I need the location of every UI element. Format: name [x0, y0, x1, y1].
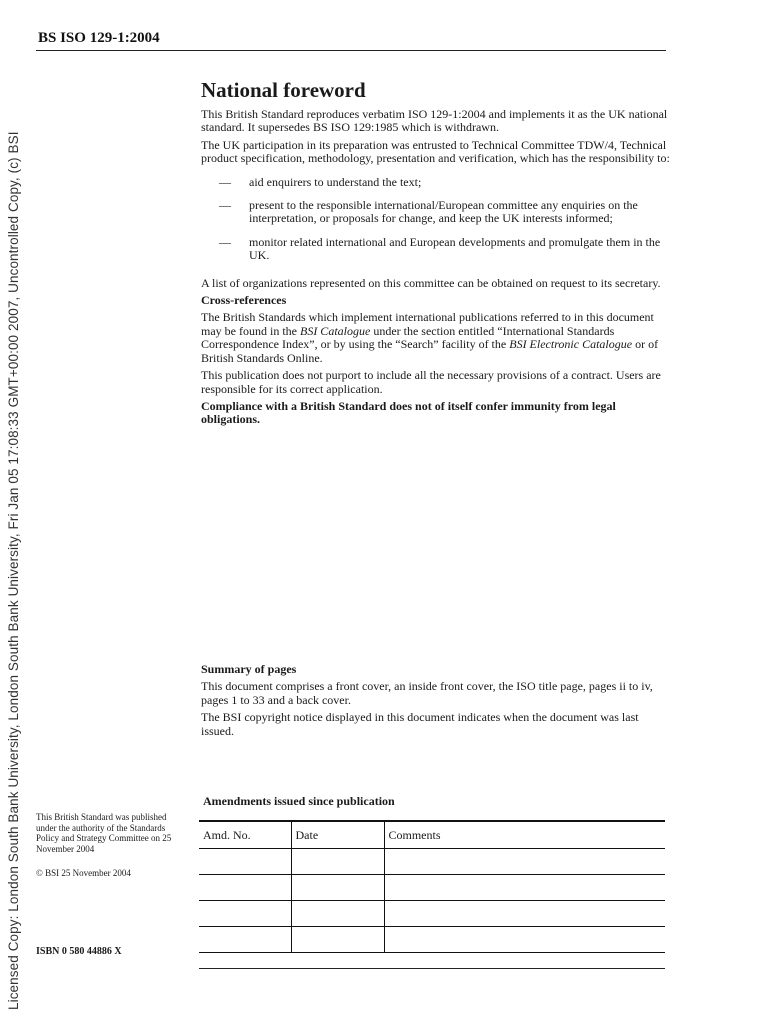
table-cell: [199, 875, 291, 901]
organizations-paragraph: A list of organizations represented on this committee can be obtained on request to its secretary.: [201, 275, 661, 290]
table-cell: [384, 875, 665, 901]
table-header-row: [199, 821, 665, 849]
table-cell: [291, 875, 384, 901]
publication-authority-note: This British Standard was published under the authority of the Standards Policy and Strategy Committee on 25 November 2004: [36, 812, 172, 854]
table-row: [199, 875, 665, 901]
document-code: BS ISO 129-1:2004: [38, 30, 160, 46]
list-item-text: aid enquirers to understand the text;: [249, 174, 422, 189]
bsi-catalogue-title: BSI Catalogue: [299, 323, 371, 338]
amendments-title: Amendments issued since publication: [203, 794, 395, 808]
footer-rule: [199, 968, 665, 969]
table-cell: [384, 927, 665, 953]
cross-ref-text: The British Standards which implement international publications referred to in this document may be found in the: [201, 310, 654, 338]
intro-paragraph-2: The UK participation in its preparation was entrusted to Technical Committee TDW/4, Technical product specification, methodology, presentation and verification, which has the responsibility to:: [201, 137, 670, 166]
cross-references-heading: Cross-references: [201, 293, 287, 308]
provisions-paragraph: This publication does not purport to include all the necessary provisions of a contract. Users are responsible for its correct application.: [201, 368, 661, 396]
summary-heading: Summary of pages: [201, 662, 297, 676]
column-header-amd-no: Amd. No.: [199, 821, 291, 849]
table-cell: [199, 849, 291, 875]
summary-paragraph-1: This document comprises a front cover, an inside front cover, the ISO title page, pages ii to iv, pages 1 to 33 and a back cover.: [201, 679, 653, 707]
dash-marker: —: [219, 174, 231, 189]
license-watermark: Licensed Copy: London South Bank University, London South Bank University, Fri Jan 05 17:08:33 GMT+00:00 2007, Uncontrolled Copy, (c) BSI: [6, 131, 21, 1010]
compliance-statement: Compliance with a British Standard does not of itself confer immunity from legal obligations.: [201, 398, 616, 427]
table-cell: [199, 927, 291, 953]
summary-section: [201, 663, 671, 742]
cross-references-paragraph: [201, 311, 671, 365]
list-item-text: present to the responsible international/European committee any enquiries on the interpretation, or proposals for change, and keep the UK interests informed;: [249, 198, 638, 226]
summary-paragraph-2: The BSI copyright notice displayed in this document indicates when the document was last issued.: [201, 710, 639, 738]
page-title: National foreword: [201, 78, 366, 102]
copyright-note: © BSI 25 November 2004: [36, 868, 131, 878]
amendments-table: [199, 820, 665, 953]
responsibility-list: [201, 176, 671, 263]
table-cell: [291, 927, 384, 953]
header-rule: [36, 50, 666, 51]
column-header-comments: Comments: [384, 821, 665, 849]
table-row: [199, 901, 665, 927]
table-cell: [291, 849, 384, 875]
isbn-number: ISBN 0 580 44886 X: [36, 946, 122, 957]
dash-marker: —: [219, 234, 231, 249]
table-cell: [291, 901, 384, 927]
table-cell: [384, 849, 665, 875]
publication-sidebar: [36, 812, 186, 879]
bsi-electronic-catalogue-title: BSI Electronic Catalogue: [509, 337, 633, 352]
foreword-body: [201, 78, 671, 431]
list-item-text: monitor related international and European developments and promulgate them in the UK.: [249, 234, 661, 263]
list-item: [201, 199, 671, 226]
table-cell: [384, 901, 665, 927]
table-row: [199, 849, 665, 875]
cross-ref-text: under the section entitled “International Standards Correspondence Index”, or by using the “Search” facility of the: [201, 323, 615, 352]
dash-marker: —: [219, 198, 231, 213]
table-row: [199, 927, 665, 953]
list-item: [201, 236, 671, 263]
table-cell: [199, 901, 291, 927]
list-item: [201, 176, 671, 189]
column-header-date: Date: [291, 821, 384, 849]
cross-ref-text: or of British Standards Online.: [201, 337, 659, 365]
intro-paragraph-1: This British Standard reproduces verbatim ISO 129-1:2004 and implements it as the UK national standard. It supersedes BS ISO 129:1985 which is withdrawn.: [201, 107, 668, 135]
